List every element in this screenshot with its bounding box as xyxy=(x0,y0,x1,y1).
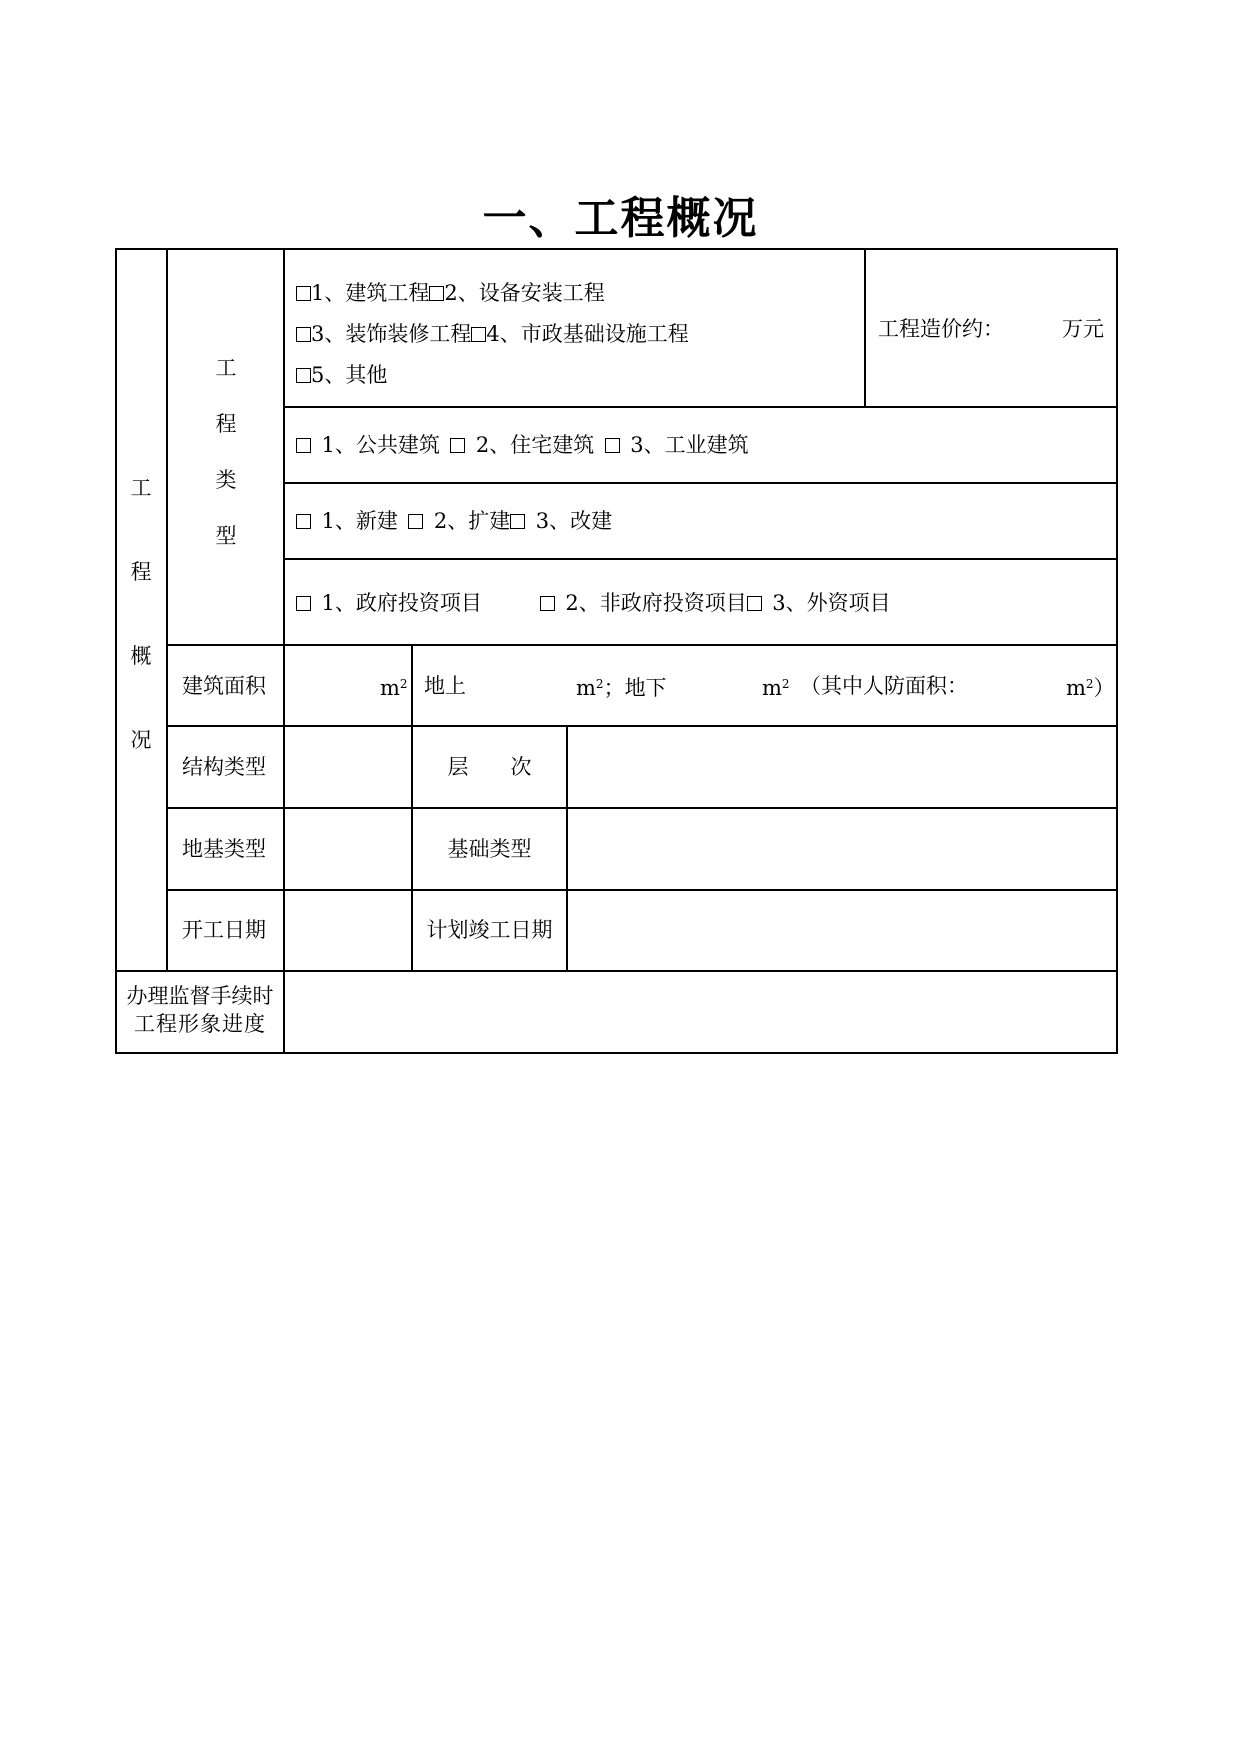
area-label: 建筑面积 xyxy=(182,674,266,698)
checkbox-icon[interactable] xyxy=(747,596,762,611)
cost-label: 工程造价约： xyxy=(878,317,1004,341)
progress-label-line-2: 工程形象进度 xyxy=(134,1012,266,1036)
checkbox-icon[interactable] xyxy=(450,438,465,453)
checkbox-icon[interactable] xyxy=(429,286,444,301)
start-date-label: 开工日期 xyxy=(182,918,266,942)
checkbox-icon[interactable] xyxy=(296,368,311,383)
checkbox-icon[interactable] xyxy=(510,514,525,529)
checkbox-icon[interactable] xyxy=(471,327,486,342)
checkbox-icon[interactable] xyxy=(296,286,311,301)
planned-completion-label: 计划竣工日期 xyxy=(426,918,553,942)
area-above-label: 地上 xyxy=(424,674,466,698)
type-options-line-1: 1、建筑工程 2、设备安装工程 xyxy=(296,281,605,305)
build-kind-options: 1、新建 2、扩建 3、改建 xyxy=(296,509,612,533)
type-options-line-3: 5、其他 xyxy=(296,363,387,387)
overview-side-label: 工 程 概 况 xyxy=(130,476,152,752)
checkbox-icon[interactable] xyxy=(540,596,555,611)
area-above-unit: $m^2$；地下 xyxy=(576,676,667,700)
page-title: 一、工程概况 xyxy=(482,193,759,244)
checkbox-icon[interactable] xyxy=(296,514,311,529)
civil-defense-unit: $m^2$） xyxy=(1066,676,1115,700)
progress-label-line-1: 办理监督手续时 xyxy=(126,984,274,1008)
area-total-unit: $m^2$ xyxy=(380,676,408,700)
floors-label: 层 次 xyxy=(447,755,532,779)
checkbox-icon[interactable] xyxy=(296,327,311,342)
building-use-options: 1、公共建筑 2、住宅建筑 3、工业建筑 xyxy=(296,433,749,457)
project-type-label: 工 程 类 型 xyxy=(215,356,237,548)
subgrade-type-label: 地基类型 xyxy=(182,837,266,861)
checkbox-icon[interactable] xyxy=(296,438,311,453)
area-below-unit: $m^2$ xyxy=(762,676,790,700)
investment-options: 1、政府投资项目 2、非政府投资项目 3、外资项目 xyxy=(296,591,891,615)
checkbox-icon[interactable] xyxy=(296,596,311,611)
foundation-type-label: 基础类型 xyxy=(447,837,532,861)
checkbox-icon[interactable] xyxy=(605,438,620,453)
type-options-line-2: 3、装饰装修工程 4、市政基础设施工程 xyxy=(296,322,689,346)
civil-defense-label: （其中人防面积： xyxy=(800,674,968,698)
cost-unit: 万元 xyxy=(1062,317,1104,341)
checkbox-icon[interactable] xyxy=(408,514,423,529)
structure-type-label: 结构类型 xyxy=(182,755,266,779)
